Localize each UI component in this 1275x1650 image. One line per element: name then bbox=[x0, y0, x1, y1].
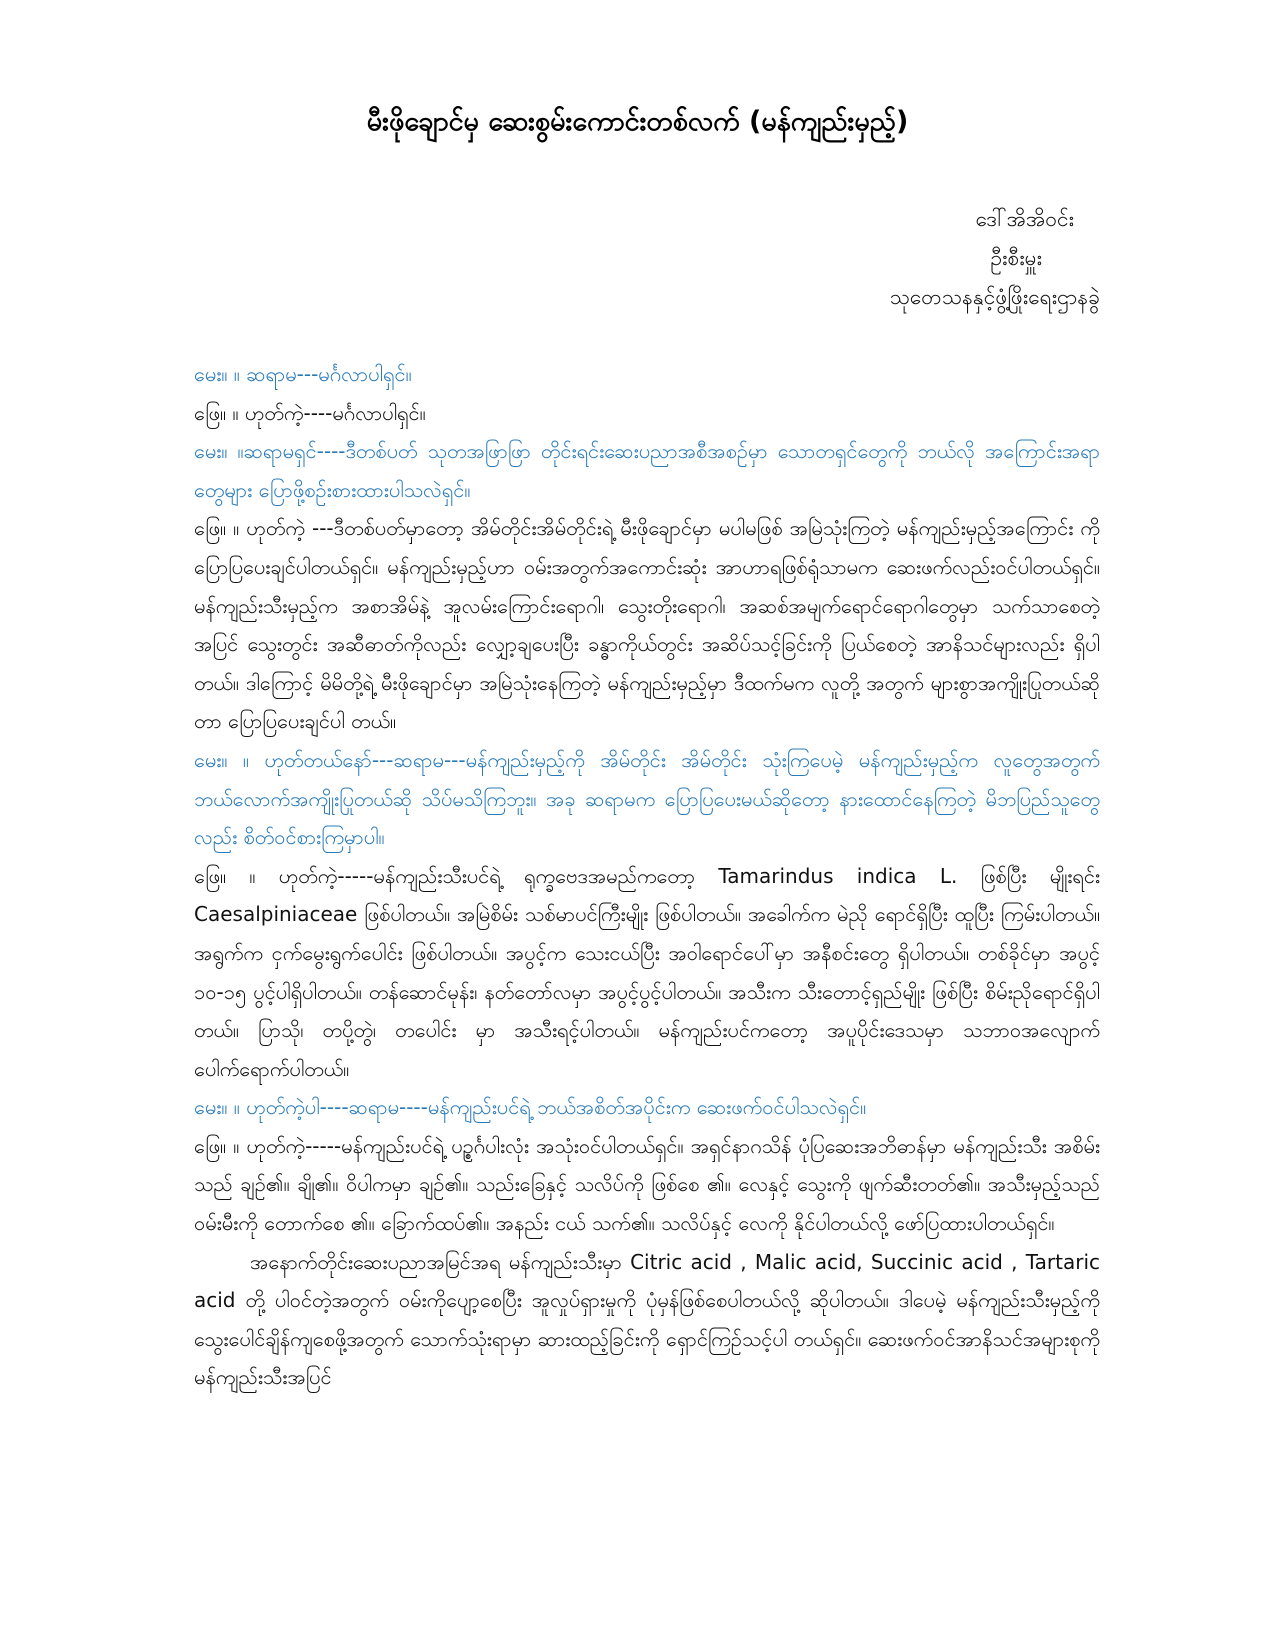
question-paragraph: မေး။ ။ ဆရာမ---မင်္ဂလာပါရှင်။ bbox=[194, 362, 412, 386]
answer-paragraph: ဖြေ။ ။ ဟုတ်ကဲ့ ---ဒီတစ်ပတ်မှာတော့ အိမ်တိုင်းအိမ်တိုင်းရဲ့ မီးဖိုချောင်မှာ မပါမဖြစ် အမြဲသုံးကြတဲ့ မန်ကျည်းမှည့်အကြောင်း ကိုပြောပြပေးချင်ပါတယ်ရှင်။ မန်ကျည်းမှည့်ဟာ ဝမ်းအတွက်အကောင်းဆုံး အာဟာရဖြစ်ရုံသာမက ဆေးဖက်လည်းဝင်ပါတယ်ရှင်။ မန်ကျည်းသီးမှည့်က အစာအိမ်နဲ့ အူလမ်းကြောင်းရောဂါ၊ သွေးတိုးရောဂါ၊ အဆစ်အမျက်ရောင်ရောဂါတွေမှာ သက်သာစေတဲ့အပြင် သွေးတွင်း အဆီဓာတ်ကိုလည်း လျှော့ချပေးပြီး ခန္ဓာကိုယ်တွင်း အဆိပ်သင့်ခြင်းကို ပြယ်စေတဲ့ အာနိသင်များလည်း ရှိပါတယ်။ ဒါကြောင့် မိမိတို့ရဲ့ မီးဖိုချောင်မှာ အမြဲသုံးနေကြတဲ့ မန်ကျည်းမှည့်မှာ ဒီထက်မက လူတို့ အတွက် များစွာအကျိုးပြုတယ်ဆိုတာ ပြောပြပေးချင်ပါ တယ်။ bbox=[194, 516, 1100, 734]
answer-paragraph: ဖြေ။ ။ ဟုတ်ကဲ့-----မန်ကျည်းသီးပင်ရဲ့ ရုက္ခဗေဒအမည်ကတော့ Tamarindus indica L. ဖြစ်ပြီး မျိုးရင်း Caesalpiniaceae ဖြစ်ပါတယ်။ အမြဲစိမ်း သစ်မာပင်ကြီးမျိုး ဖြစ်ပါတယ်။ အခေါက်က မဲညို ရောင်ရှိပြီး ထူပြီး ကြမ်းပါတယ်။ အရွက်က ငှက်မွေးရွက်ပေါင်း ဖြစ်ပါတယ်။ အပွင့်က သေးငယ်ပြီး အဝါရောင်ပေါ်မှာ အနီစင်းတွေ ရှိပါတယ်။ တစ်ခိုင်မှာ အပွင့် ၁၀-၁၅ ပွင့်ပါရှိပါတယ်။ တန်ဆောင်မုန်း၊ နတ်တော်လမှာ အပွင့်ပွင့်ပါတယ်။ အသီးက သီးတောင့်ရှည်မျိုး ဖြစ်ပြီး စိမ်းညိုရောင်ရှိပါတယ်။ ပြာသို၊ တပို့တွဲ၊ တပေါင်း မှာ အသီးရင့်ပါတယ်။ မန်ကျည်းပင်ကတော့ အပူပိုင်းဒေသမှာ သဘာဝအလျောက် ပေါက်ရောက်ပါတယ်။ bbox=[194, 863, 1100, 1081]
author-name: ဒေါ်အိအိဝင်း bbox=[975, 207, 1074, 231]
question-paragraph: မေး။ ။ ဟုတ်တယ်နော်---ဆရာမ---မန်ကျည်းမှည့်ကို အိမ်တိုင်း အိမ်တိုင်း သုံးကြပေမဲ့ မန်ကျည်းမှည့်က လူတွေအတွက် ဘယ်လောက်အကျိုးပြုတယ်ဆို သိပ်မသိကြဘူး။ အခု ဆရာမက ပြောပြပေးမယ်ဆိုတော့ နားထောင်နေကြတဲ့ မိဘပြည်သူတွေလည်း စိတ်ဝင်စားကြမှာပါ။ bbox=[194, 747, 1100, 850]
document-title: မီးဖိုချောင်မှ ဆေးစွမ်းကောင်းတစ်လက် (မန်ကျည်းမှည့်) bbox=[366, 106, 909, 137]
question-paragraph: မေး။ ။ဆရာမရှင်----ဒီတစ်ပတ် သုတအဖြာဖြာ တိုင်းရင်းဆေးပညာအစီအစဉ်မှာ သောတရှင်တွေကို ဘယ်လို အကြောင်းအရာတွေများ ပြောဖို့စဉ်းစားထားပါသလဲရှင်။ bbox=[194, 439, 1100, 502]
document-body bbox=[194, 355, 1100, 1397]
author-department: သုတေသနနှင့်ဖွံ့ဖြိုးရေးဌာနခွဲ bbox=[889, 285, 1100, 309]
question-paragraph: မေး။ ။ ဟုတ်ကဲ့ပါ----ဆရာမ----မန်ကျည်းပင်ရဲ့ ဘယ်အစိတ်အပိုင်းက ဆေးဖက်ဝင်ပါသလဲရှင်။ bbox=[194, 1095, 867, 1120]
answer-paragraph: ဖြေ။ ။ ဟုတ်ကဲ့-----မန်ကျည်းပင်ရဲ့ ပဥ္စင်္ဂပါးလုံး အသုံးဝင်ပါတယ်ရှင်။ အရှင်နာဂသိန် ပုံပြဆေးအဘိဓာန်မှာ မန်ကျည်းသီး အစိမ်းသည် ချဉ်၏။ ချို၏။ ဝိပါကမှာ ချဉ်၏။ သည်းခြေနှင့် သလိပ်ကို ဖြစ်စေ ၏။ လေနှင့် သွေးကို ဖျက်ဆီးတတ်၏။ အသီးမှည့်သည် ဝမ်းမီးကို တောက်စေ ၏။ ခြောက်ထပ်၏။ အနည်း ငယ် သက်၏။ သလိပ်နှင့် လေကို နိုင်ပါတယ်လို့ ဖော်ပြထားပါတယ်ရှင်။ bbox=[194, 1133, 1100, 1236]
author-block bbox=[890, 200, 1100, 317]
author-position: ဦးစီးမှူး bbox=[990, 246, 1042, 270]
body-paragraph: အနောက်တိုင်းဆေးပညာအမြင်အရ မန်ကျည်းသီးမှာ Citric acid , Malic acid, Succinic acid , Tartaric acid တို့ ပါဝင်တဲ့အတွက် ဝမ်းကိုပျော့စေပြီး အူလှုပ်ရှားမှုကို ပုံမှန်ဖြစ်စေပါတယ်လို့ ဆိုပါတယ်။ ဒါပေမဲ့ မန်ကျည်းသီးမှည့်ကို သွေးပေါင်ချိန်ကျစေဖို့အတွက် သောက်သုံးရာမှာ ဆားထည့်ခြင်းကို ရှောင်ကြဉ်သင့်ပါ တယ်ရှင်။ ဆေးဖက်ဝင်အာနိသင်အများစုကို မန်ကျည်းသီးအပြင် bbox=[194, 1249, 1100, 1390]
answer-paragraph: ဖြေ။ ။ ဟုတ်ကဲ့----မင်္ဂလာပါရှင်။ bbox=[194, 400, 426, 425]
